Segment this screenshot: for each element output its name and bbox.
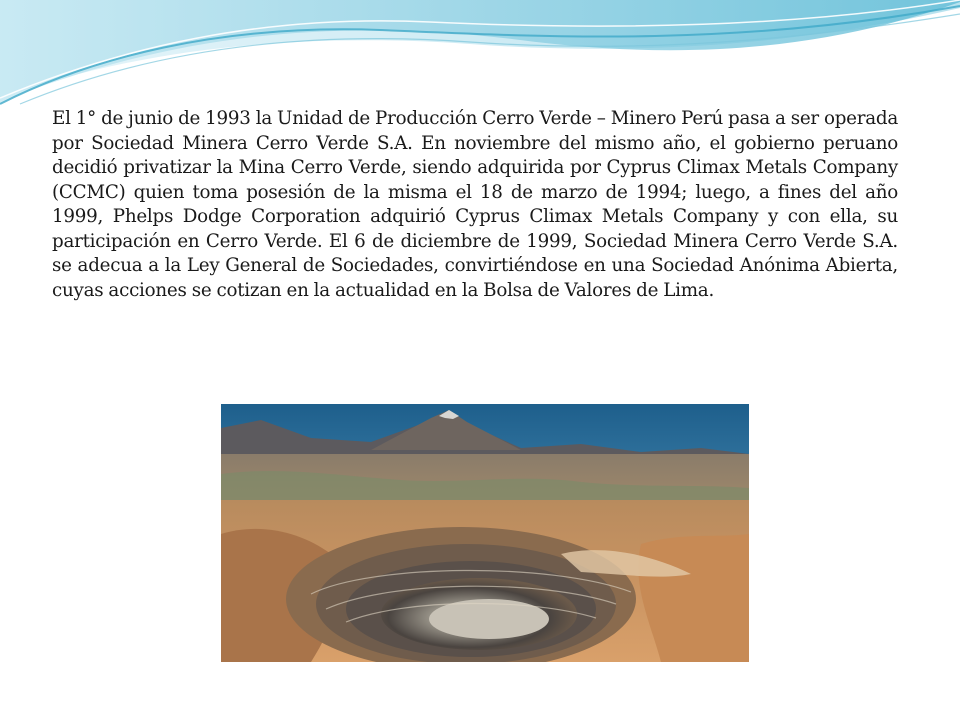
pit-floor (429, 599, 549, 639)
wave-header-decoration (0, 0, 960, 120)
mine-photo (221, 404, 749, 662)
slide-body-text: El 1° de junio de 1993 la Unidad de Producción Cerro Verde – Minero Perú pasa a ser operada por Sociedad Minera Cerro Verde S.A. En noviembre del mismo año, el gobierno peruano decidió privatizar la Mina Cerro Verde, siendo adquirida por Cyprus Climax Metals Company (CCMC) quien toma posesión de la misma el 18 de marzo de 1994; luego, a fines del año 1999, Phelps Dodge Corporation adquirió Cyprus Climax Metals Company y con ella, su participación en Cerro Verde. El 6 de diciembre de 1999, Sociedad Minera Cerro Verde S.A. se adecua a la Ley General de Sociedades, convirtiéndose en una Sociedad Anónima Abierta, cuyas acciones se cotizan en la actualidad en la Bolsa de Valores de Lima. (52, 108, 898, 301)
open-pit-mine-image (221, 404, 749, 662)
